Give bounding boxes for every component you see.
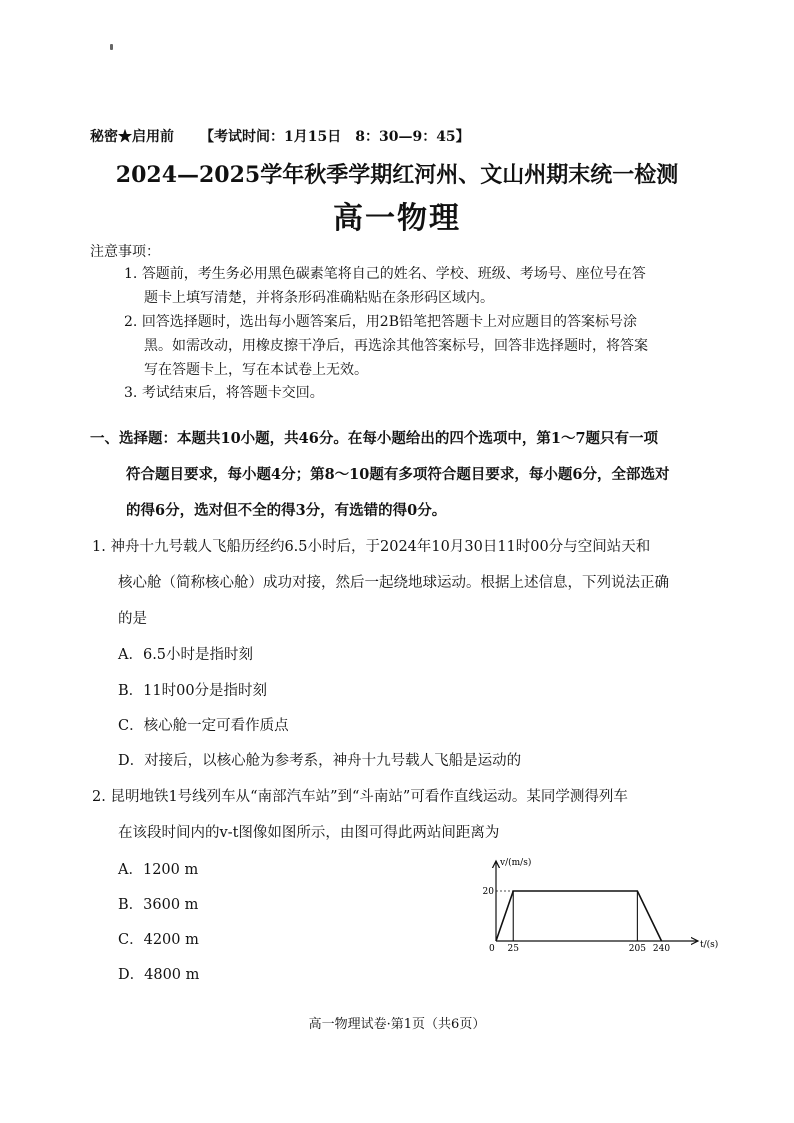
- question-1: [92, 535, 650, 556]
- note-1-cont: 题卡上填写清楚，并将条形码准确粘贴在条形码区域内。: [144, 290, 494, 306]
- section-1-intro-cont2: 的得6分，选对但不全的得3分，有选错的得0分。: [126, 502, 447, 519]
- note-1: [124, 262, 646, 286]
- vt-graph: [470, 855, 720, 960]
- x-tick-label: 0: [489, 944, 495, 954]
- q1-option-a: A．6.5小时是指时刻: [118, 647, 254, 663]
- velocity-line: [496, 891, 662, 941]
- secret-label: 秘密★启用前: [90, 129, 174, 145]
- page-footer: 高一物理试卷·第1页（共6页）: [308, 1017, 486, 1032]
- question-1-cont: 核心舱（简称核心舱）成功对接，然后一起绕地球运动。根据上述信息，下列说法正确: [118, 575, 669, 591]
- note-number: 1.: [124, 266, 138, 282]
- question-stem: 神舟十九号载人飞船历经约6.5小时后，于2024年10月30日11时00分与空间站天和: [110, 539, 651, 555]
- x-tick-label: 25: [507, 944, 519, 954]
- question-number: 1.: [92, 539, 106, 555]
- question-1-cont2: 的是: [118, 611, 147, 627]
- question-number: 2.: [92, 789, 106, 805]
- note-3: [124, 381, 324, 405]
- notes-heading: 注意事项：: [90, 244, 160, 260]
- exam-time: 【考试时间：1月15日 8：30—9：45】: [200, 129, 470, 145]
- question-2: [92, 785, 628, 806]
- note-number: 2.: [124, 314, 138, 330]
- q2-option-c: C．4200 m: [118, 932, 199, 948]
- q2-option-a: A．1200 m: [118, 862, 199, 878]
- q2-option-d: D．4800 m: [118, 967, 200, 983]
- q2-option-b: B．3600 m: [118, 897, 199, 913]
- note-number: 3.: [124, 385, 138, 401]
- question-2-cont: 在该段时间内的v-t图像如图所示，由图可得此两站间距离为: [118, 825, 500, 841]
- exam-header: [90, 126, 470, 146]
- note-text: 考试结束后，将答题卡交回。: [141, 385, 324, 401]
- exam-title: 2024—2025学年秋季学期红河州、文山州期末统一检测: [115, 162, 679, 188]
- y-axis-label: v/(m/s): [500, 858, 532, 868]
- note-text: 答题前，考生务必用黑色碳素笔将自己的姓名、学校、班级、考场号、座位号在答: [141, 266, 646, 282]
- q1-option-b: B．11时00分是指时刻: [118, 683, 268, 699]
- question-stem: 昆明地铁1号线列车从“南部汽车站”到“斗南站”可看作直线运动。某同学测得列车: [110, 789, 628, 805]
- note-2: [124, 310, 637, 334]
- x-tick-label: 240: [652, 944, 671, 954]
- note-2-cont: 黑。如需改动，用橡皮擦干净后，再选涂其他答案标号，回答非选择题时，将答案: [144, 338, 648, 354]
- note-text: 回答选择题时，选出每小题答案后，用2B铅笔把答题卡上对应题目的答案标号涂: [141, 314, 638, 330]
- q1-option-d: D．对接后，以核心舱为参考系，神舟十九号载人飞船是运动的: [118, 753, 522, 769]
- subject-title: 高一物理: [333, 201, 461, 236]
- section-1-intro: 一、选择题：本题共10小题，共46分。在每小题给出的四个选项中，第1～7题只有一项: [90, 430, 659, 447]
- note-2-cont2: 写在答题卡上，写在本试卷上无效。: [144, 362, 368, 378]
- scan-speck: [110, 44, 113, 50]
- x-tick-label: 205: [628, 944, 646, 954]
- x-axis-label: t/(s): [700, 940, 719, 950]
- q1-option-c: C．核心舱一定可看作质点: [118, 718, 289, 734]
- section-1-intro-cont: 符合题目要求，每小题4分；第8～10题有多项符合题目要求，每小题6分，全部选对: [126, 466, 670, 483]
- y-tick-label: 20: [482, 887, 494, 897]
